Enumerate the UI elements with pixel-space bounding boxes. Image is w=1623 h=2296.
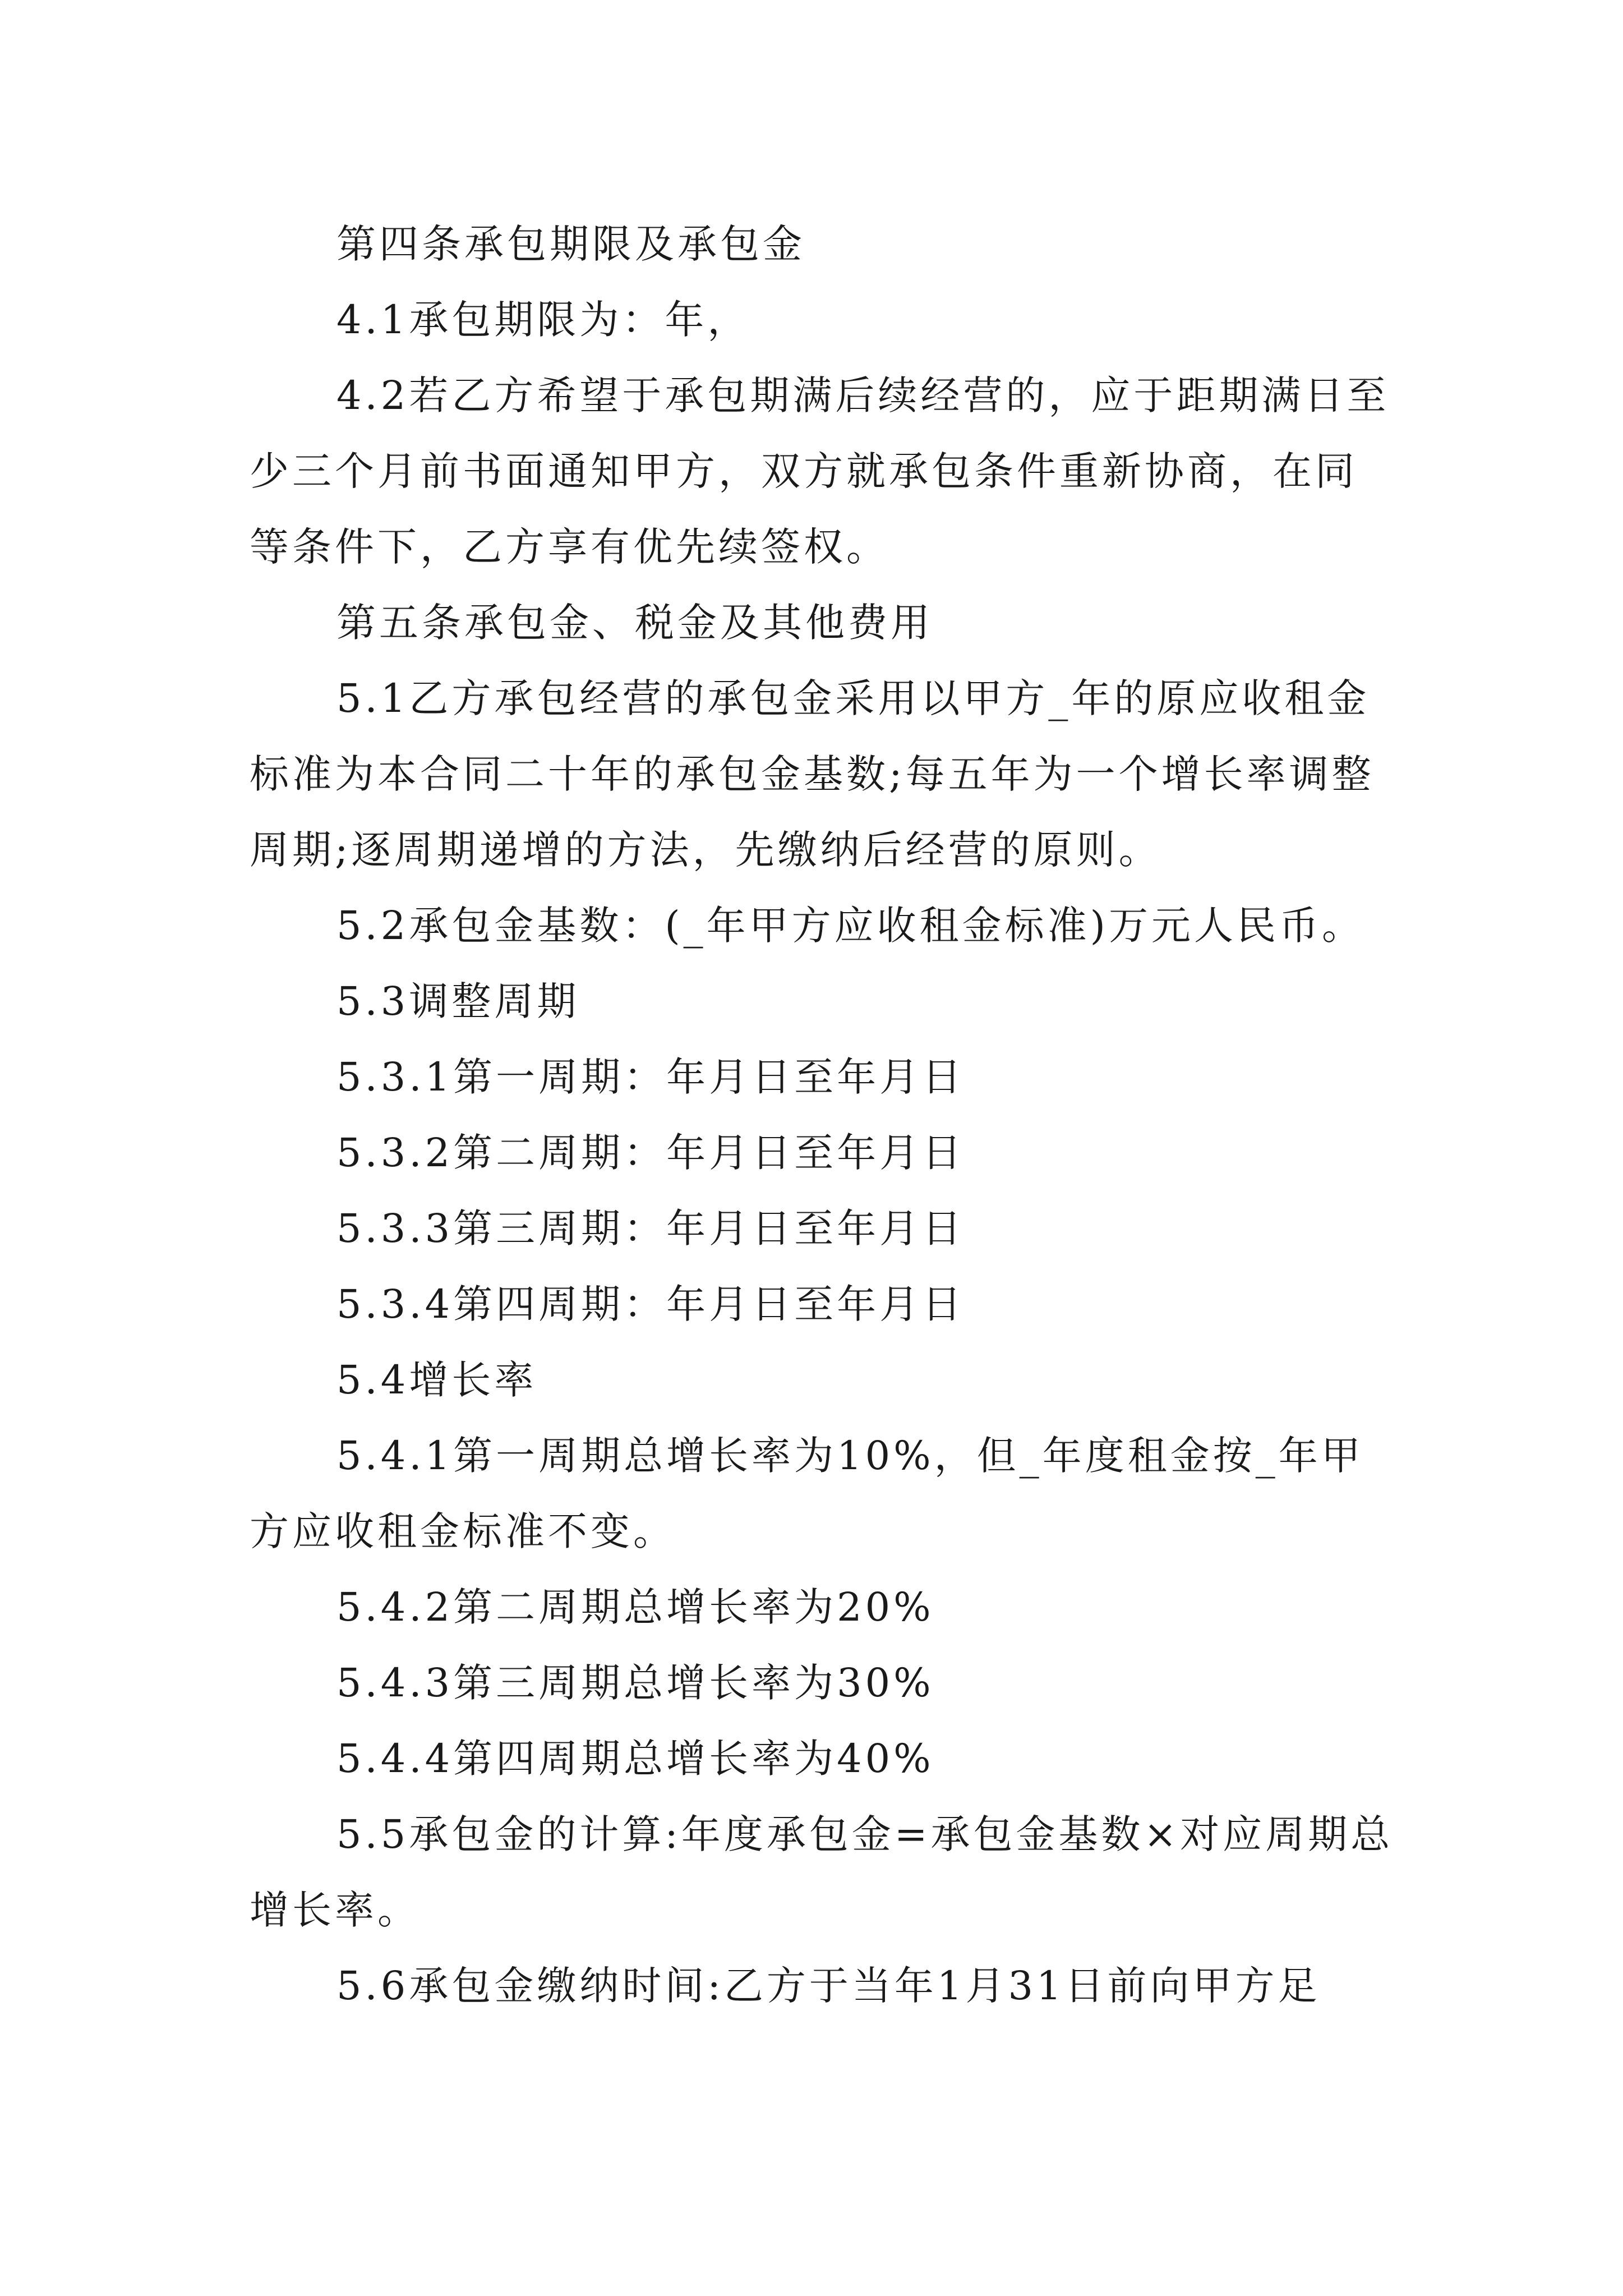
clause-5-5: 5.5承包金的计算:年度承包金=承包金基数×对应周期总增长率。	[250, 1811, 1394, 1933]
clause-5-4-4: 5.4.4第四周期总增长率为40%	[336, 1736, 934, 1782]
clause-5-2: 5.2承包金基数：(_年甲方应收租金标准)万元人民币。	[336, 903, 1364, 949]
clause-5-3-4: 5.3.4第四周期：年月日至年月日	[336, 1281, 965, 1327]
clause-5-3-3: 5.3.3第三周期：年月日至年月日	[336, 1205, 965, 1251]
clause-5-3: 5.3调整周期	[336, 978, 580, 1024]
document-body	[250, 206, 1394, 2024]
clause-5-4: 5.4增长率	[336, 1357, 537, 1403]
clause-5-4-1: 5.4.1第一周期总增长率为10%，但_年度租金按_年甲方应收租金标准不变。	[250, 1433, 1364, 1554]
clause-5-3-2: 5.3.2第二周期：年月日至年月日	[336, 1130, 965, 1176]
clause-5-3-1: 5.3.1第一周期：年月日至年月日	[336, 1054, 965, 1100]
clause-5-6: 5.6承包金缴纳时间:乙方于当年1月31日前向甲方足	[336, 1963, 1321, 2009]
clause-5-1: 5.1乙方承包经营的承包金采用以甲方_年的原应收租金标准为本合同二十年的承包金基数;每五年为一个增长率调整周期;逐周期递增的方法，先缴纳后经营的原则。	[250, 675, 1375, 873]
article-4-heading: 第四条承包期限及承包金	[336, 221, 805, 267]
clause-5-4-2: 5.4.2第二周期总增长率为20%	[336, 1584, 934, 1630]
article-5-heading: 第五条承包金、税金及其他费用	[336, 600, 933, 646]
clause-4-1: 4.1承包期限为：年，	[336, 297, 750, 343]
clause-4-2: 4.2若乙方希望于承包期满后续经营的，应于距期满日至少三个月前书面通知甲方，双方就承包条件重新协商，在同等条件下，乙方享有优先续签权。	[250, 372, 1390, 570]
clause-5-4-3: 5.4.3第三周期总增长率为30%	[336, 1660, 934, 1706]
